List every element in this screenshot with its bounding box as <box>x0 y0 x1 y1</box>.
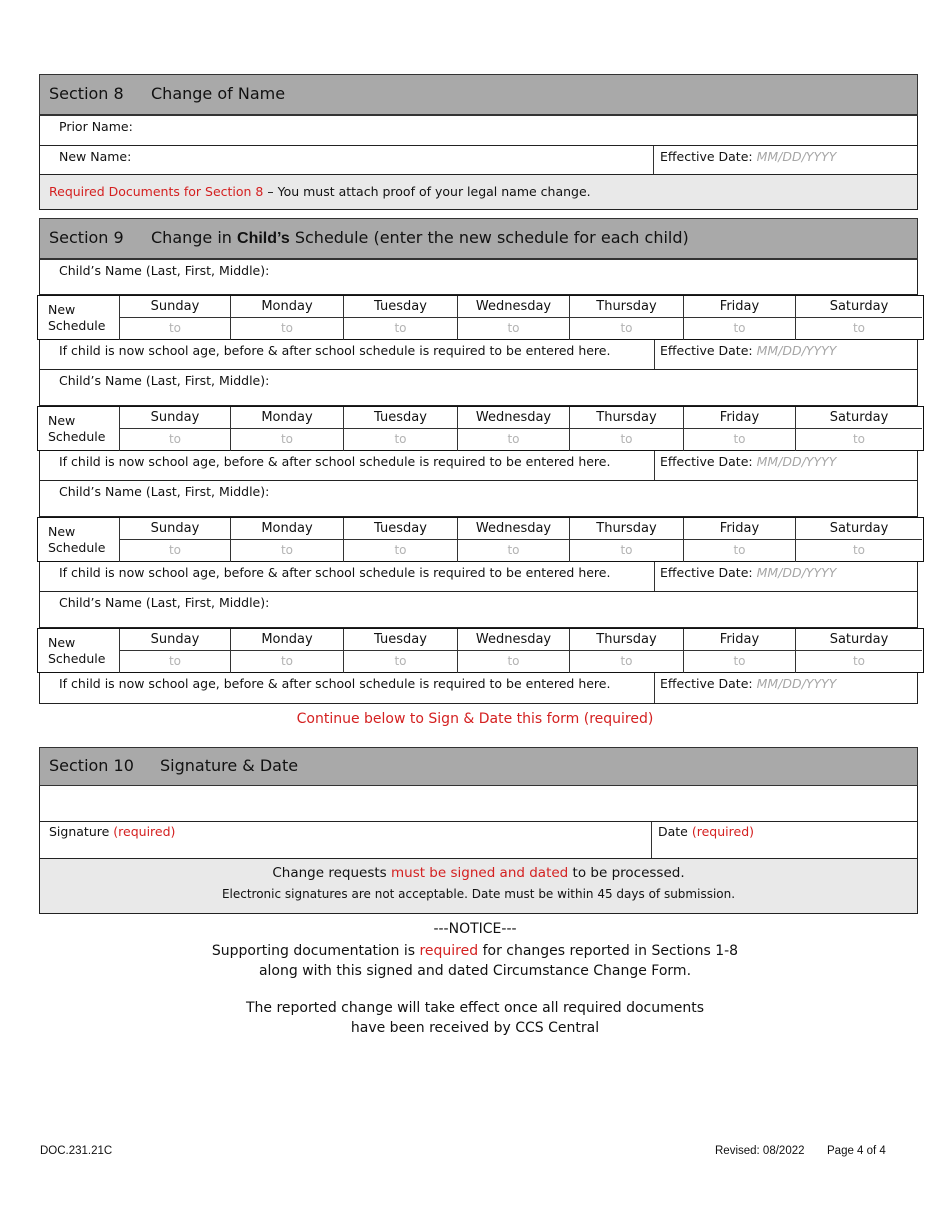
new-schedule-label: New Schedule <box>48 302 106 333</box>
notice-line-1: Supporting documentation is required for changes reported in Sections 1-8 <box>211 943 739 959</box>
new-schedule-grid <box>37 517 924 562</box>
school-age-note: If child is now school age, before & after school schedule is required to be entered here. <box>59 676 611 691</box>
time-range-input-thursday[interactable]: to <box>569 318 683 340</box>
footer-revised: Revised: 08/2022 <box>715 1145 805 1157</box>
child-effective-date-field[interactable] <box>655 673 917 703</box>
child-name-field[interactable] <box>39 481 918 517</box>
time-range-input-friday[interactable]: to <box>683 429 795 451</box>
child-effective-date-field[interactable] <box>655 451 917 480</box>
time-range-input-sunday[interactable]: to <box>119 651 230 673</box>
day-saturday: Saturday <box>795 407 922 429</box>
time-range-input-thursday[interactable]: to <box>569 429 683 451</box>
date-field[interactable] <box>652 822 917 858</box>
time-range-input-saturday[interactable]: to <box>795 429 922 451</box>
effective-date-label: Effective Date: MM/DD/YYYY <box>660 343 837 358</box>
day-monday: Monday <box>230 296 343 318</box>
prior-name-label: Prior Name: <box>59 119 133 134</box>
time-range-input-wednesday[interactable]: to <box>457 651 569 673</box>
day-monday: Monday <box>230 407 343 429</box>
signature-field[interactable] <box>40 822 651 858</box>
time-range-input-wednesday[interactable]: to <box>457 540 569 562</box>
child-name-label: Child’s Name (Last, First, Middle): <box>59 373 270 388</box>
notice-heading: ---NOTICE--- <box>433 921 517 937</box>
school-age-row <box>39 340 918 370</box>
day-wednesday: Wednesday <box>457 518 569 540</box>
continue-note: Continue below to Sign & Date this form (required) <box>296 711 654 727</box>
required-docs-text: Required Documents for Section 8 – You must attach proof of your legal name change. <box>49 184 591 199</box>
time-range-input-sunday[interactable]: to <box>119 540 230 562</box>
process-note: Change requests must be signed and dated to be processed. <box>272 865 685 881</box>
school-age-row <box>39 451 918 481</box>
time-range-input-wednesday[interactable]: to <box>457 429 569 451</box>
time-range-input-sunday[interactable]: to <box>119 429 230 451</box>
day-monday: Monday <box>230 518 343 540</box>
day-friday: Friday <box>683 407 795 429</box>
signature-label: Signature (required) <box>49 824 176 839</box>
child-effective-date-field[interactable] <box>655 340 917 369</box>
section8-effective-date-field[interactable] <box>654 146 917 174</box>
day-tuesday: Tuesday <box>343 407 457 429</box>
time-range-input-tuesday[interactable]: to <box>343 429 457 451</box>
time-range-input-friday[interactable]: to <box>683 318 795 340</box>
notice-line-3: The reported change will take effect once all required documents <box>245 1000 705 1016</box>
effective-date-label: Effective Date: MM/DD/YYYY <box>660 454 837 469</box>
day-friday: Friday <box>683 296 795 318</box>
time-range-input-wednesday[interactable]: to <box>457 318 569 340</box>
day-thursday: Thursday <box>569 518 683 540</box>
signature-requirements <box>39 859 918 914</box>
school-age-row <box>39 562 918 592</box>
day-thursday: Thursday <box>569 407 683 429</box>
time-range-input-monday[interactable]: to <box>230 318 343 340</box>
child-name-field[interactable] <box>39 592 918 628</box>
section9-header <box>39 218 918 260</box>
prior-name-row[interactable] <box>39 116 918 146</box>
school-age-note: If child is now school age, before & after school schedule is required to be entered here. <box>59 565 611 580</box>
effective-date-label: Effective Date: MM/DD/YYYY <box>660 676 837 691</box>
child-effective-date-field[interactable] <box>655 562 917 591</box>
section9-number: Section 9 <box>49 228 124 247</box>
section10-title: Signature & Date <box>160 756 299 775</box>
new-name-field[interactable] <box>40 146 654 174</box>
time-range-input-saturday[interactable]: to <box>795 651 922 673</box>
time-range-input-sunday[interactable]: to <box>119 318 230 340</box>
time-range-input-monday[interactable]: to <box>230 651 343 673</box>
child-name-label: Child’s Name (Last, First, Middle): <box>59 263 270 278</box>
child-name-field[interactable] <box>39 260 918 295</box>
footer-doc-id: DOC.231.21C <box>40 1145 113 1157</box>
school-age-note: If child is now school age, before & after school schedule is required to be entered here. <box>59 454 611 469</box>
footer-page: Page 4 of 4 <box>827 1145 886 1157</box>
day-thursday: Thursday <box>569 296 683 318</box>
new-name-label: New Name: <box>59 149 132 164</box>
new-schedule-label: New Schedule <box>48 413 106 444</box>
effective-date-label: Effective Date: MM/DD/YYYY <box>660 565 837 580</box>
section8-number: Section 8 <box>49 84 124 103</box>
day-wednesday: Wednesday <box>457 296 569 318</box>
new-schedule-grid <box>37 295 924 340</box>
new-schedule-label: New Schedule <box>48 635 106 666</box>
electronic-note: Electronic signatures are not acceptable. Date must be within 45 days of submission. <box>221 887 736 901</box>
day-saturday: Saturday <box>795 629 922 651</box>
day-sunday: Sunday <box>119 296 230 318</box>
child-name-field[interactable] <box>39 370 918 406</box>
day-saturday: Saturday <box>795 296 922 318</box>
day-tuesday: Tuesday <box>343 296 457 318</box>
day-sunday: Sunday <box>119 629 230 651</box>
time-range-input-tuesday[interactable]: to <box>343 540 457 562</box>
day-sunday: Sunday <box>119 518 230 540</box>
school-age-note: If child is now school age, before & after school schedule is required to be entered here. <box>59 343 611 358</box>
time-range-input-monday[interactable]: to <box>230 540 343 562</box>
time-range-input-saturday[interactable]: to <box>795 318 922 340</box>
time-range-input-thursday[interactable]: to <box>569 540 683 562</box>
signature-input-area[interactable] <box>39 786 918 822</box>
time-range-input-friday[interactable]: to <box>683 540 795 562</box>
new-schedule-grid <box>37 628 924 673</box>
new-schedule-label: New Schedule <box>48 524 106 555</box>
section8-title: Change of Name <box>151 84 286 103</box>
notice-line-2: along with this signed and dated Circumstance Change Form. <box>258 963 692 979</box>
school-age-row <box>39 673 918 704</box>
day-tuesday: Tuesday <box>343 518 457 540</box>
day-thursday: Thursday <box>569 629 683 651</box>
day-saturday: Saturday <box>795 518 922 540</box>
time-range-input-tuesday[interactable]: to <box>343 318 457 340</box>
time-range-input-thursday[interactable]: to <box>569 651 683 673</box>
time-range-input-friday[interactable]: to <box>683 651 795 673</box>
section8-required-docs <box>39 175 918 210</box>
child-name-label: Child’s Name (Last, First, Middle): <box>59 484 270 499</box>
new-schedule-grid <box>37 406 924 451</box>
time-range-input-monday[interactable]: to <box>230 429 343 451</box>
day-sunday: Sunday <box>119 407 230 429</box>
notice-line-4: have been received by CCS Central <box>350 1020 600 1036</box>
section9-title: Change in Child’s Schedule (enter the new schedule for each child) <box>151 228 689 247</box>
child-name-label: Child’s Name (Last, First, Middle): <box>59 595 270 610</box>
day-friday: Friday <box>683 629 795 651</box>
day-wednesday: Wednesday <box>457 407 569 429</box>
effective-date-label: Effective Date: MM/DD/YYYY <box>660 149 837 164</box>
time-range-input-saturday[interactable]: to <box>795 540 922 562</box>
section10-number: Section 10 <box>49 756 134 775</box>
date-label: Date (required) <box>658 824 755 839</box>
day-tuesday: Tuesday <box>343 629 457 651</box>
time-range-input-tuesday[interactable]: to <box>343 651 457 673</box>
day-wednesday: Wednesday <box>457 629 569 651</box>
day-monday: Monday <box>230 629 343 651</box>
new-name-row <box>39 146 918 175</box>
signature-date-row <box>39 822 918 859</box>
section10-header <box>39 747 918 786</box>
day-friday: Friday <box>683 518 795 540</box>
section8-header <box>39 74 918 116</box>
